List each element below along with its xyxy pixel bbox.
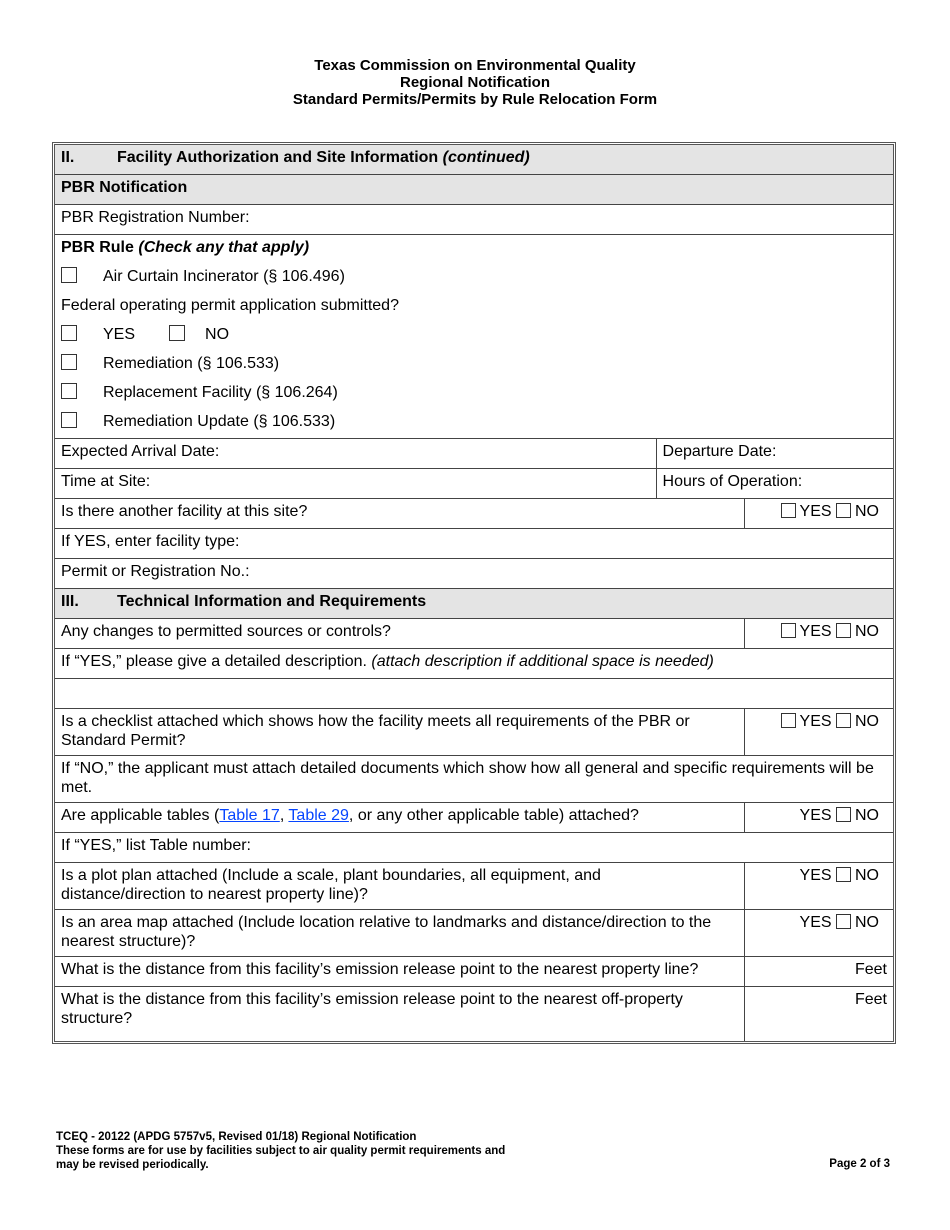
another-facility-question: Is there another facility at this site? — [55, 499, 745, 529]
option-air-curtain[interactable]: Air Curtain Incinerator (§ 106.496) — [55, 264, 893, 293]
form-header — [0, 57, 950, 108]
checkbox[interactable] — [61, 354, 77, 370]
no-checkbox[interactable] — [836, 867, 851, 882]
table-17-link[interactable]: Table 17 — [219, 807, 280, 824]
option-remediation-update[interactable]: Remediation Update (§ 106.533) — [55, 409, 893, 439]
facility-type-field[interactable]: If YES, enter facility type: — [55, 529, 893, 559]
page-number: Page 2 of 3 — [829, 1158, 890, 1170]
pbr-rule-heading: PBR Rule (Check any that apply) — [55, 235, 893, 265]
pbr-notification-heading: PBR Notification — [55, 175, 893, 205]
option-remediation[interactable]: Remediation (§ 106.533) — [55, 351, 893, 380]
section-2-header: II. Facility Authorization and Site Information (continued) — [55, 145, 893, 175]
footer-note-2: may be revised periodically. — [56, 1159, 209, 1171]
yes-checkbox[interactable] — [61, 325, 77, 341]
section-3-header: III. Technical Information and Requirements — [55, 589, 893, 619]
footer-note: These forms are for use by facilities subject to air quality permit requirements and — [56, 1145, 506, 1157]
pbr-registration-field[interactable]: PBR Registration Number: — [55, 205, 893, 235]
arrival-date-field[interactable]: Expected Arrival Date: — [55, 439, 656, 469]
area-map-question: Is an area map attached (Include location relative to landmarks and distance/direction to the nearest structure)? — [55, 910, 745, 957]
federal-permit-options: YES NO — [55, 322, 893, 351]
yes-no-choice[interactable]: YES NO — [745, 863, 894, 910]
time-at-site-field[interactable]: Time at Site: — [55, 469, 656, 499]
yes-no-choice[interactable]: YES NO — [745, 499, 894, 529]
yes-no-choice[interactable]: YES NO — [745, 709, 894, 756]
checkbox[interactable] — [61, 412, 77, 428]
changes-question: Any changes to permitted sources or controls? — [55, 619, 745, 649]
no-checkbox[interactable] — [836, 713, 851, 728]
checkbox[interactable] — [61, 267, 77, 283]
form-table — [52, 142, 896, 1044]
checklist-question: Is a checklist attached which shows how the facility meets all requirements of the PBR or Standard Permit? — [55, 709, 745, 756]
distance-structure-question: What is the distance from this facility’s emission release point to the nearest off-property structure? — [55, 987, 745, 1042]
federal-permit-question: Federal operating permit application submitted? — [61, 297, 399, 314]
agency-name: Texas Commission on Environmental Quality — [314, 57, 636, 74]
distance-structure-field[interactable]: Feet — [745, 987, 894, 1042]
footer-form-id: TCEQ - 20122 (APDG 5757v5, Revised 01/18) Regional Notification — [56, 1131, 417, 1143]
tables-question: Are applicable tables (Table 17, Table 29, or any other applicable table) attached? — [55, 803, 745, 833]
plot-plan-question: Is a plot plan attached (Include a scale, plant boundaries, all equipment, and distance/direction to nearest property line)? — [55, 863, 745, 910]
yes-checkbox[interactable] — [781, 623, 796, 638]
footer — [56, 1130, 505, 1172]
description-field[interactable] — [55, 679, 893, 709]
distance-property-line-question: What is the distance from this facility’s emission release point to the nearest property line? — [55, 957, 745, 987]
hours-field[interactable]: Hours of Operation: — [656, 469, 893, 499]
description-prompt: If “YES,” please give a detailed description. (attach description if additional space is needed) — [55, 649, 893, 679]
option-replacement[interactable]: Replacement Facility (§ 106.264) — [55, 380, 893, 409]
no-checkbox[interactable] — [169, 325, 185, 341]
form-subtitle: Regional Notification — [400, 74, 550, 91]
no-checkbox[interactable] — [836, 503, 851, 518]
departure-date-field[interactable]: Departure Date: — [656, 439, 893, 469]
permit-number-field[interactable]: Permit or Registration No.: — [55, 559, 893, 589]
if-no-instruction: If “NO,” the applicant must attach detailed documents which show how all general and specific requirements will be met. — [55, 756, 893, 803]
yes-no-choice[interactable]: YES NO — [745, 910, 894, 957]
no-checkbox[interactable] — [836, 807, 851, 822]
yes-no-choice[interactable]: YES NO — [745, 803, 894, 833]
form-title: Standard Permits/Permits by Rule Relocation Form — [292, 91, 658, 108]
yes-no-choice[interactable]: YES NO — [745, 619, 894, 649]
table-number-field[interactable]: If “YES,” list Table number: — [55, 833, 893, 863]
no-checkbox[interactable] — [836, 623, 851, 638]
distance-property-line-field[interactable]: Feet — [745, 957, 894, 987]
no-checkbox[interactable] — [836, 914, 851, 929]
table-29-link[interactable]: Table 29 — [288, 807, 349, 824]
yes-checkbox[interactable] — [781, 503, 796, 518]
checkbox[interactable] — [61, 383, 77, 399]
yes-checkbox[interactable] — [781, 713, 796, 728]
